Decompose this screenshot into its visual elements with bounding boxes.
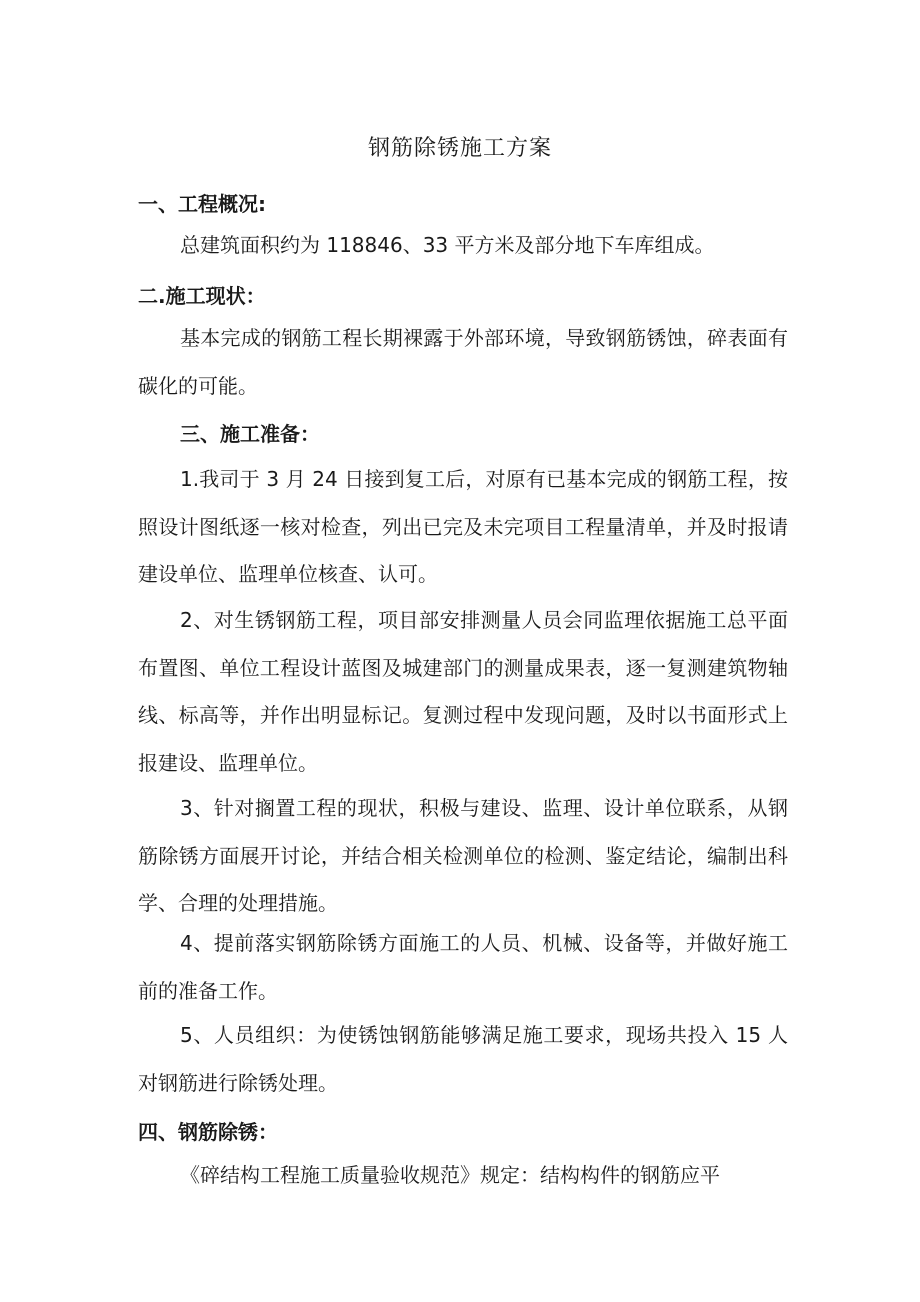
section-paragraph: 《碎结构工程施工质量验收规范》规定：结构构件的钢筋应平: [180, 1163, 720, 1187]
section-heading-overview: 一、工程概况:: [138, 192, 266, 216]
section-paragraph: 3、针对搁置工程的现状，积极与建设、监理、设计单位联系，从钢筋除锈方面展开讨论，并结合相关检测单位的检测、鉴定结论，编制出科学、合理的处理措施。: [138, 796, 788, 915]
section-paragraph: 4、提前落实钢筋除锈方面施工的人员、机械、设备等，并做好施工前的准备工作。: [138, 931, 788, 1003]
section-paragraph: 2、对生锈钢筋工程，项目部安排测量人员会同监理依据施工总平面布置图、单位工程设计蓝图及城建部门的测量成果表，逐一复测建筑物轴线、标高等，并作出明显标记。复测过程中发现问题，及时以书面形式上报建设、监理单位。: [138, 608, 788, 775]
section-paragraph: 5、人员组织：为使锈蚀钢筋能够满足施工要求，现场共投入 15 人对钢筋进行除锈处理。: [138, 1023, 788, 1095]
section-heading-preparation: 三、施工准备：: [180, 422, 320, 446]
section-heading-rust-removal: 四、钢筋除锈：: [138, 1120, 278, 1144]
section-paragraph: 1.我司于 3 月 24 日接到复工后，对原有已基本完成的钢筋工程，按照设计图纸逐一核对检查，列出已完及未完项目工程量清单，并及时报请建设单位、监理单位核查、认可。: [138, 467, 788, 586]
document-title: 钢筋除锈施工方案: [367, 136, 552, 161]
section-paragraph: 总建筑面积约为 118846、33 平方米及部分地下车库组成。: [180, 233, 715, 257]
section-heading-status: 二.施工现状：: [138, 284, 266, 308]
section-paragraph: 基本完成的钢筋工程长期裸露于外部环境，导致钢筋锈蚀，碎表面有碳化的可能。: [138, 326, 788, 398]
